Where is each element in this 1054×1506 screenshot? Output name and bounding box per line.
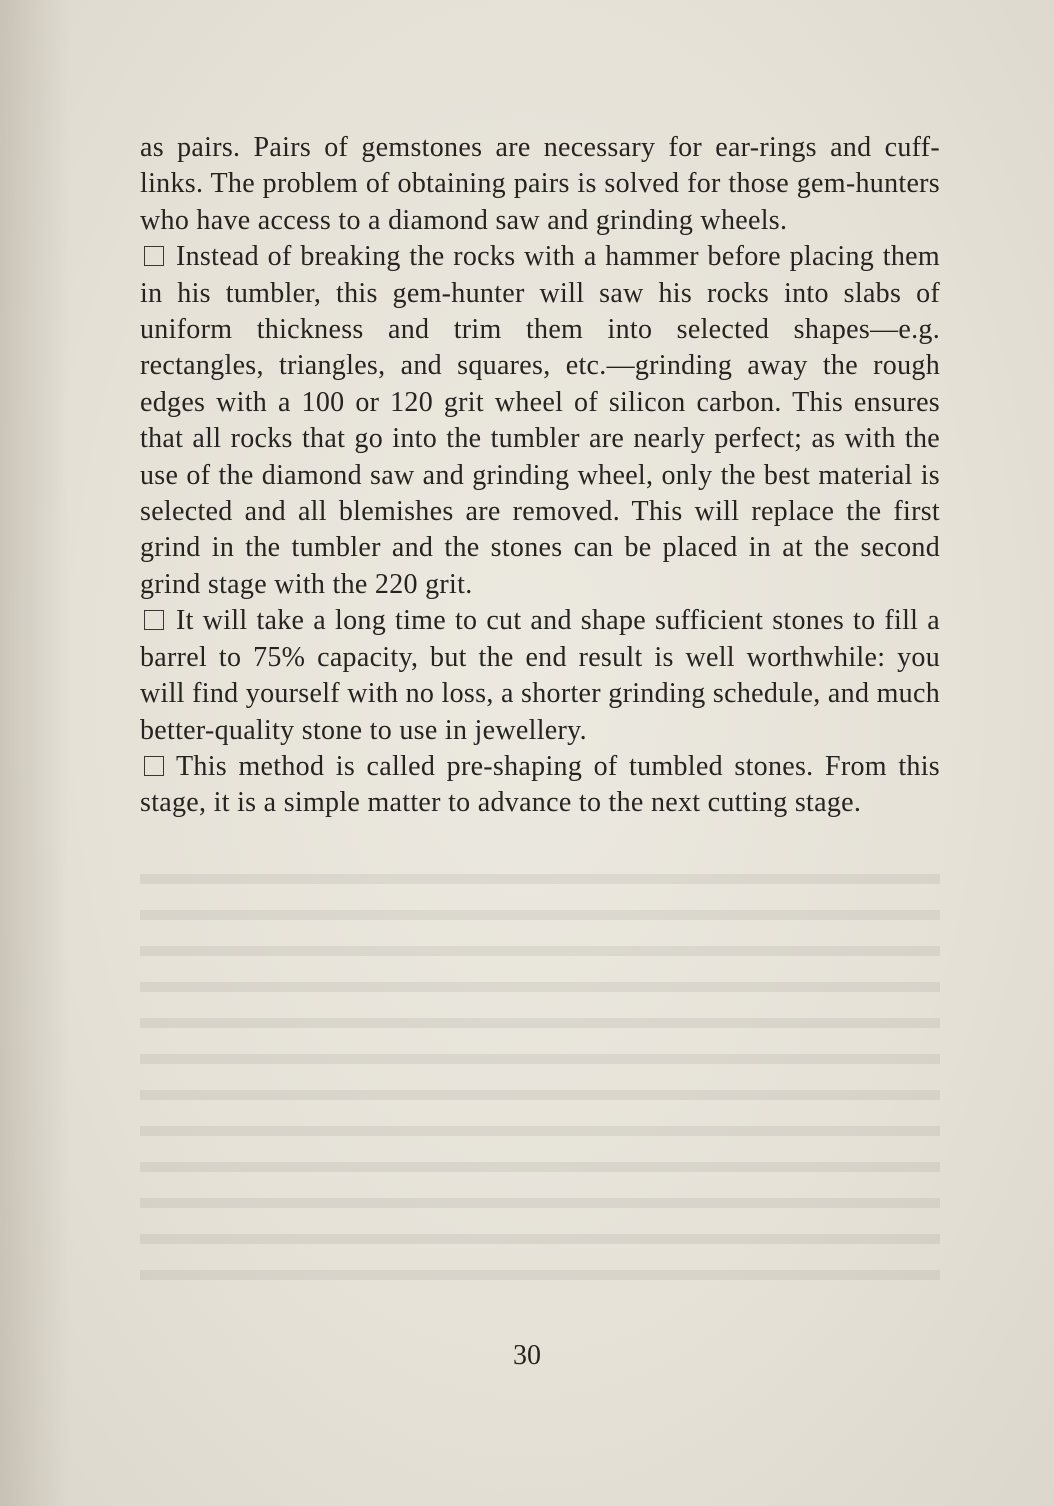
page-gutter-shadow [0,0,70,1506]
body-text [140,130,940,822]
paragraph-1 [140,130,940,239]
square-bullet-icon [144,756,164,776]
page-number: 30 [513,1340,541,1371]
paragraph-1-text: as pairs. Pairs of gemstones are necessary for ear-rings and cuff-links. The problem of obtaining pairs is solved for those gem-hunters who have access to a diamond saw and grinding wheels. [140,132,940,236]
square-bullet-icon [144,246,164,266]
paragraph-4 [140,749,940,822]
paragraph-3 [140,603,940,749]
paragraph-2-text: Instead of breaking the rocks with a hammer before placing them in his tumbler, this gem-hunter will saw his rocks into slabs of uniform thickness and trim them into selected shapes—e.g. rectangles, triangles, and squares, etc.—grinding away the rough edges with a 100 or 120 grit wheel of silicon carbon. This ensures that all rocks that go into the tumbler are nearly perfect; as with the use of the diamond saw and grinding wheel, only the best material is selected and all blemishes are removed. This will replace the first grind in the tumbler and the stones can be placed in at the second grind stage with the 220 grit. [140,241,940,600]
square-bullet-icon [144,610,164,630]
show-through-texture [140,860,940,1280]
paragraph-4-text: This method is called pre-shaping of tumbled stones. From this stage, it is a simple matter to advance to the next cutting stage. [140,750,940,819]
paragraph-2 [140,239,940,603]
paragraph-3-text: It will take a long time to cut and shape sufficient stones to fill a barrel to 75% capacity, but the end result is well worthwhile: you will find yourself with no loss, a shorter grinding schedule, and much better-quality stone to use in jewellery. [140,605,940,746]
